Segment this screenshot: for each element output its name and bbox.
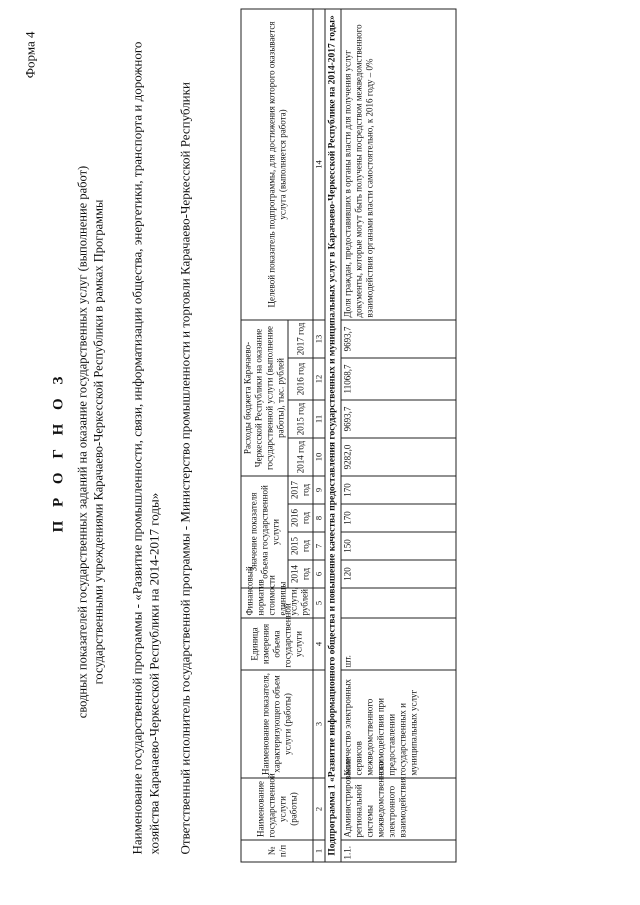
- program-name: Наименование государственной программы - «Развитие промышленности, связи, информатизации общества, энергетики, транспорта и дорожного хозяйства Карачаево-Черкесской Республики на 2014-2017 годы»: [129, 41, 162, 855]
- executor: Ответственный исполнитель государственной программы - Министерство промышленности и торговли Карачаево-Черкесской Республики: [177, 82, 193, 855]
- header-year: 2014 год: [288, 438, 313, 476]
- header-year: 2017 год: [288, 476, 313, 504]
- form-label: Форма 4: [22, 31, 38, 79]
- column-number: 11: [313, 400, 325, 438]
- header-year: 2017 год: [288, 320, 313, 358]
- header-unit: Единица измерения объема государственной услуги: [241, 618, 313, 670]
- row-volume: 150: [341, 532, 456, 560]
- header-norm: Финансовый норматив стоимости единицы услуги, рублей: [241, 588, 313, 618]
- section-row: [325, 9, 341, 862]
- column-number: 4: [313, 618, 325, 670]
- row-num: 1.1.: [341, 840, 456, 862]
- header-year: 2015 год: [288, 400, 313, 438]
- row-volume: 170: [341, 476, 456, 504]
- column-number: 6: [313, 560, 325, 588]
- row-budget: 9282,0: [341, 438, 456, 476]
- column-number-row: [313, 9, 325, 862]
- row-volume: 170: [341, 504, 456, 532]
- row-budget: 9693,7: [341, 400, 456, 438]
- subtitle-line: государственными учреждениями Карачаево-Черкесской Республики в рамках Программы: [91, 199, 106, 685]
- table-row: [341, 9, 456, 862]
- forecast-table: [241, 8, 457, 862]
- header-indicator-name: Наименование показателя, характеризующего объем услуги (работы): [241, 670, 313, 778]
- header-year: 2015 год: [288, 532, 313, 560]
- header-service-name: Наименование государственной услуги (работы): [241, 778, 313, 840]
- document-title: П Р О Г Н О З: [50, 371, 67, 533]
- header-budget-group: Расходы бюджета Карачаево-Черкесской Республики на оказание государственной услуги (выполнение работы), тыс. рублей: [241, 320, 288, 476]
- column-number: 10: [313, 438, 325, 476]
- column-number: 1: [313, 840, 325, 862]
- row-budget: 9693,7: [341, 320, 456, 358]
- row-target: Доля граждан, предоставивших в органы власти для получения услуг документы, которые могут быть получены посредством межведомственного взаимодействия органами власти самостоятельно, к 2016 году – 0%: [341, 9, 456, 320]
- column-number: 12: [313, 358, 325, 400]
- subtitle-line: сводных показателей государственных заданий на оказание государственных услуг (выполнение работ): [75, 165, 90, 719]
- header-year: 2016 год: [288, 358, 313, 400]
- row-service: Администрирование региональной системы межведомственного электронного взаимодействия: [341, 778, 456, 840]
- column-number: 14: [313, 9, 325, 320]
- header-year: 2016 год: [288, 504, 313, 532]
- header-row: [241, 9, 288, 862]
- header-target: Целевой показатель подпрограммы, для достижения которого оказывается услуга (выполняется работа): [241, 9, 313, 320]
- row-norm: [341, 588, 456, 618]
- column-number: 8: [313, 504, 325, 532]
- header-num: № п/п: [241, 840, 313, 862]
- column-number: 2: [313, 778, 325, 840]
- column-number: 9: [313, 476, 325, 504]
- header-year: 2014 год: [288, 560, 313, 588]
- column-number: 5: [313, 588, 325, 618]
- rotated-page: [1, 0, 640, 905]
- header-volume-group: Значение показателя объема государственной услуги: [241, 476, 288, 588]
- row-budget: 11068,7: [341, 358, 456, 400]
- section-title: Подпрограмма 1 «Развитие информационного общества и повышение качества предоставления государственных и муниципальных услуг в Карачаево-Черкесской Республике на 2014-2017 годы»: [325, 9, 341, 862]
- document-subtitle: [75, 40, 107, 845]
- row-indicator: Количество электронных сервисов межведомственного взаимодействия при предоставлении государственных и муниципальных услуг: [341, 670, 456, 778]
- column-number: 7: [313, 532, 325, 560]
- row-volume: 120: [341, 560, 456, 588]
- column-number: 13: [313, 320, 325, 358]
- row-unit: шт.: [341, 618, 456, 670]
- column-number: 3: [313, 670, 325, 778]
